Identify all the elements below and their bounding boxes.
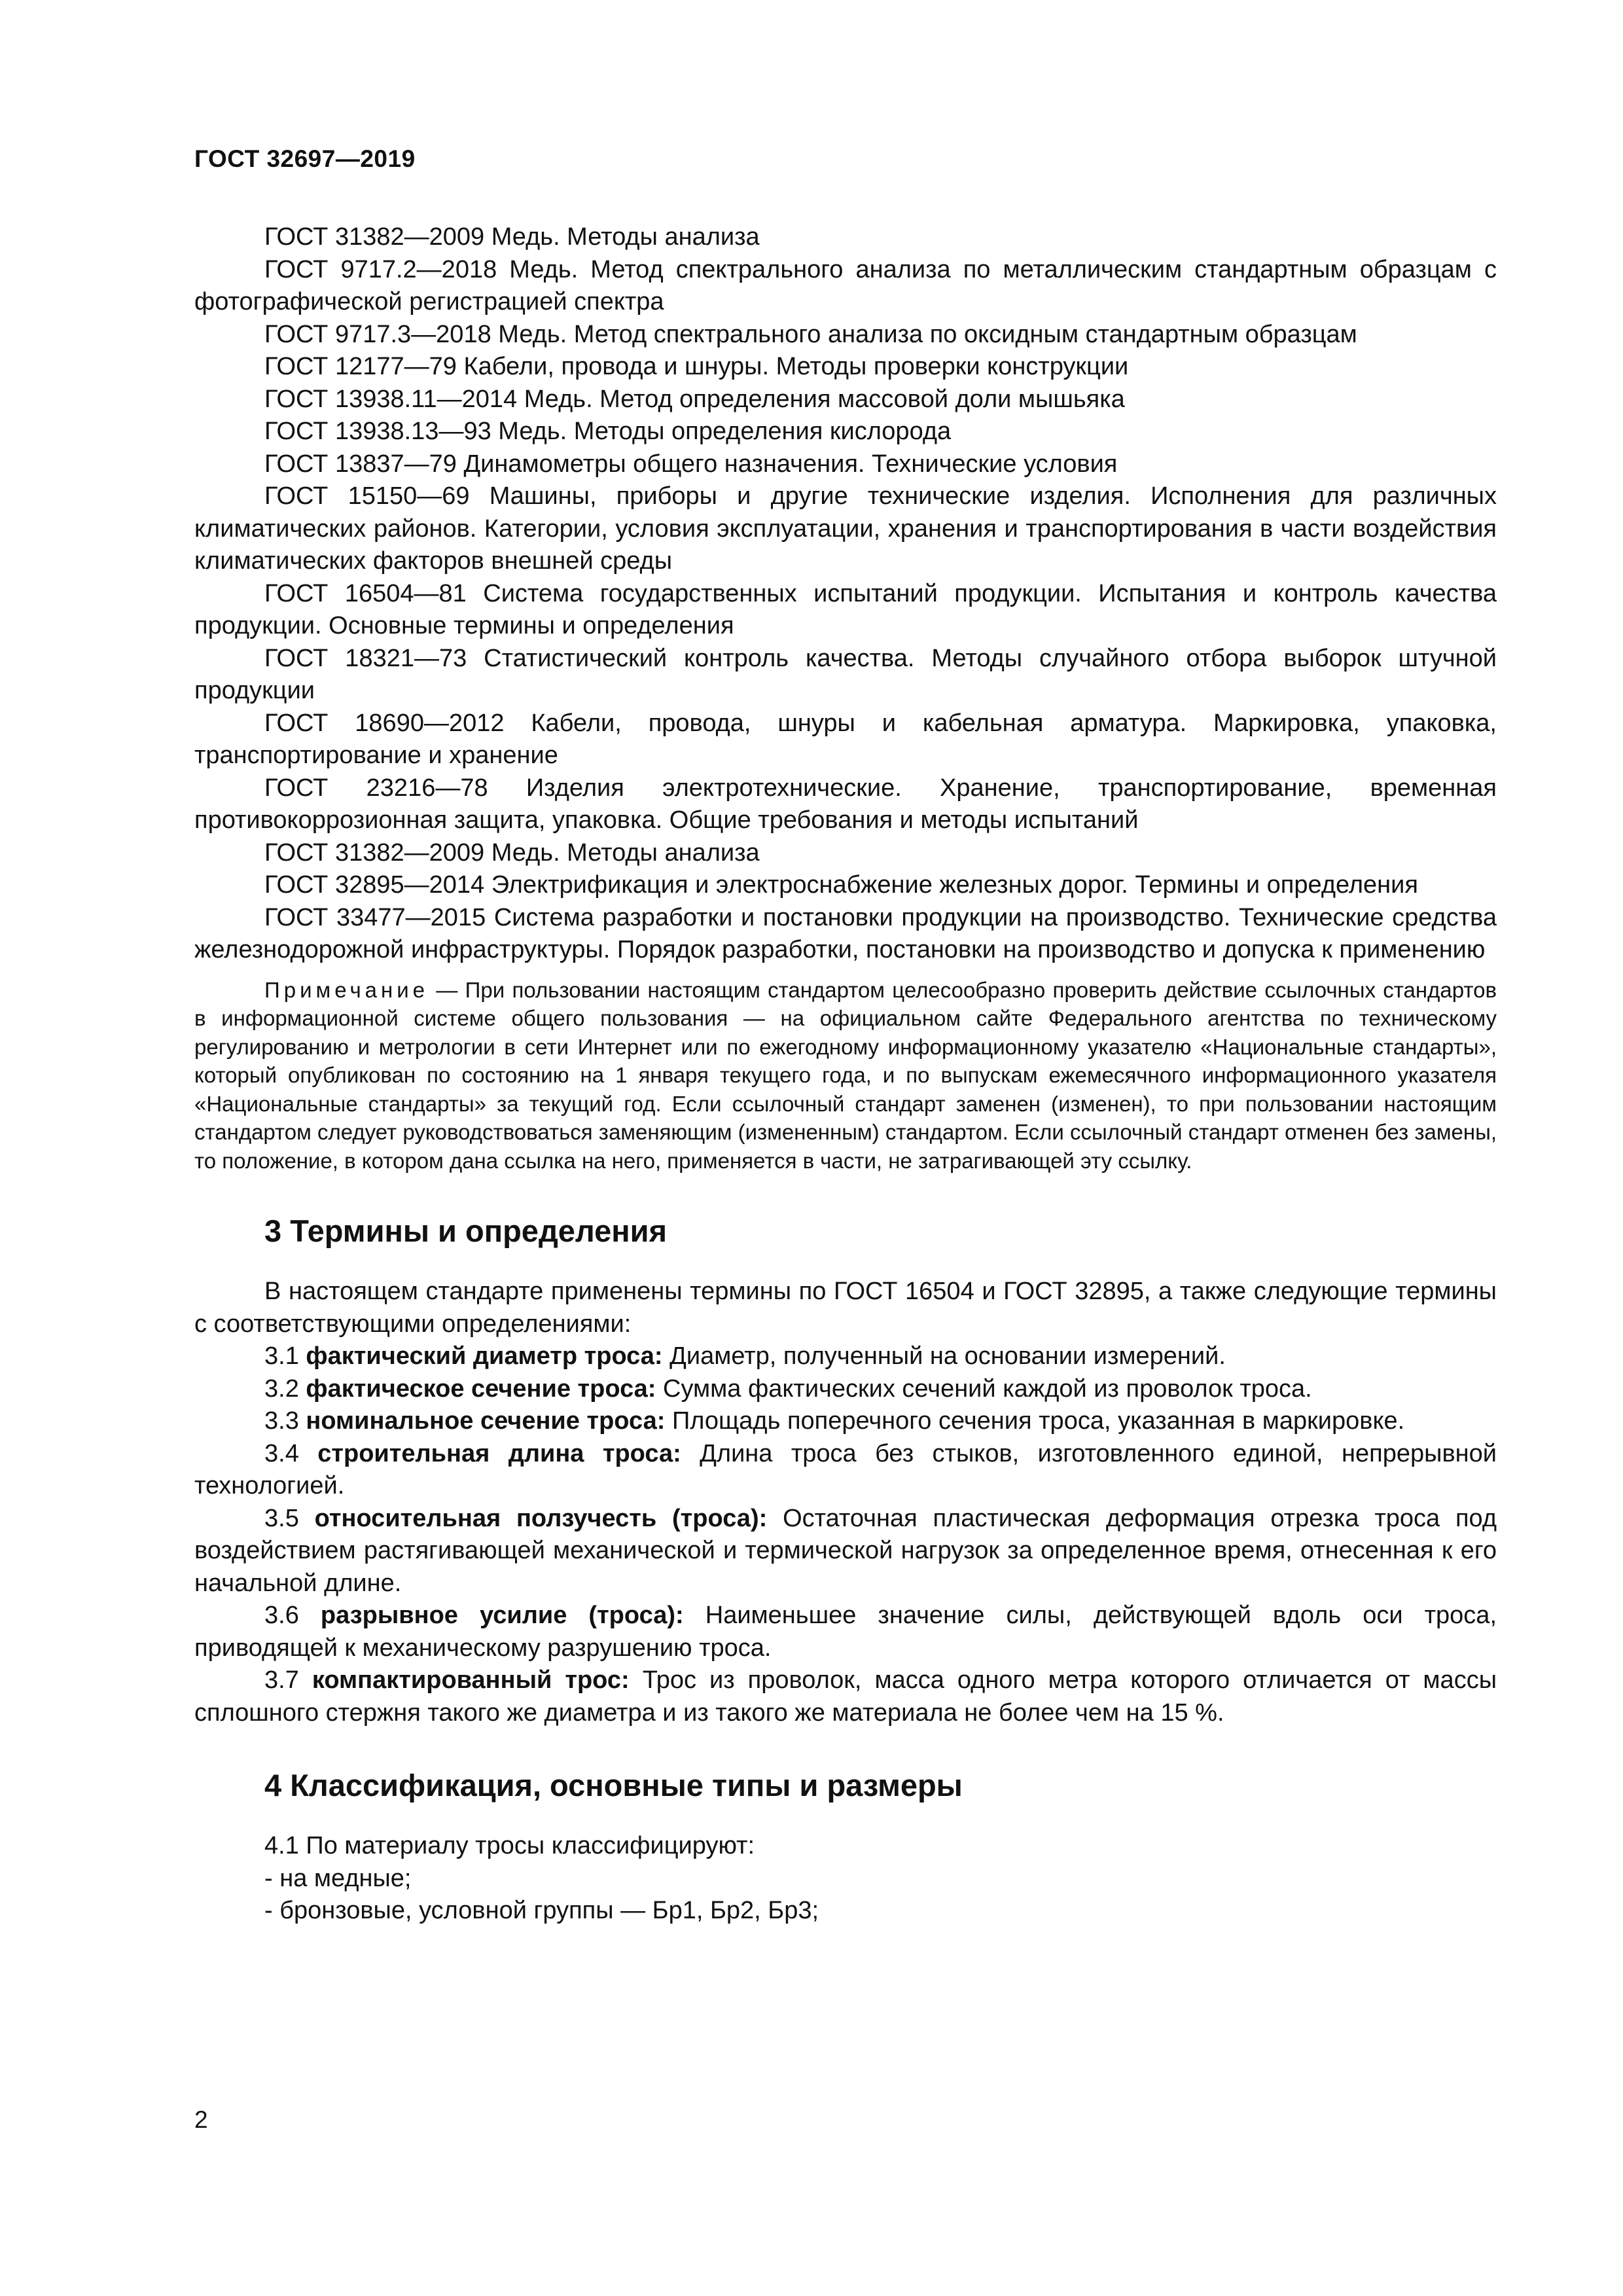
term-name: разрывное усилие (троса):	[320, 1602, 684, 1629]
reference-item: ГОСТ 9717.3—2018 Медь. Метод спектрального анализа по оксидным стандартным образцам	[264, 320, 1357, 348]
term-name: фактическое сечение троса:	[306, 1374, 656, 1403]
reference-item: ГОСТ 16504—81 Система государственных испытаний продукции. Испытания и контроль качества продукции. Основные термины и определения	[194, 579, 1497, 639]
term-text: Диаметр, полученный на основании измерений.	[669, 1342, 1226, 1370]
reference-item: ГОСТ 18321—73 Статистический контроль качества. Методы случайного отбора выборок штучной продукции	[194, 644, 1497, 704]
section-4-paragraph: 4.1 По материалу тросы классифицируют:	[264, 1832, 755, 1859]
reference-item: ГОСТ 13837—79 Динамометры общего назначения. Технические условия	[264, 450, 1118, 478]
term-definition	[194, 1438, 1497, 1503]
term-definition	[194, 1405, 1497, 1438]
reference-item: ГОСТ 18690—2012 Кабели, провода, шнуры и кабельная арматура. Маркировка, упаковка, транспортирование и хранение	[194, 709, 1497, 769]
section-3-title: 3 Термины и определения	[264, 1213, 667, 1248]
reference-item: ГОСТ 12177—79 Кабели, провода и шнуры. Методы проверки конструкции	[264, 353, 1129, 380]
note-block	[194, 976, 1497, 1175]
term-text: Наименьшее значение силы, действующей вдоль оси троса, приводящей к механическому разрушению троса.	[194, 1602, 1497, 1662]
note-label: Примечание	[264, 977, 429, 1002]
reference-item: ГОСТ 31382—2009 Медь. Методы анализа	[264, 838, 760, 867]
term-definition	[194, 1664, 1497, 1729]
list-item: - бронзовые, условной группы — Бр1, Бр2, Бр3;	[264, 1897, 819, 1924]
term-name: относительная ползучесть (троса):	[314, 1504, 768, 1532]
term-definition	[194, 1340, 1497, 1373]
term-definition	[194, 1503, 1497, 1600]
reference-item: ГОСТ 15150—69 Машины, приборы и другие технические изделия. Исполнения для различных климатических районов. Категории, условия эксплуатации, хранения и транспортирования в части воздействия климатических факторов внешней среды	[194, 482, 1497, 575]
term-number: 3.5	[264, 1504, 299, 1532]
reference-item: ГОСТ 33477—2015 Система разработки и постановки продукции на производство. Технические средства железнодорожной инфраструктуры. Порядок разработки, постановки на производство и допуска к применению	[194, 903, 1497, 963]
list-item: - на медные;	[264, 1864, 412, 1892]
term-text: Длина троса без стыков, изготовленного единой, непрерывной технологией.	[194, 1439, 1497, 1499]
term-number: 3.6	[264, 1602, 299, 1629]
term-name: компактированный трос:	[312, 1666, 630, 1694]
term-name: номинальное сечение троса:	[306, 1407, 666, 1435]
term-name: фактический диаметр троса:	[306, 1342, 663, 1370]
term-definition	[194, 1373, 1497, 1406]
document-header: ГОСТ 32697—2019	[194, 145, 416, 172]
term-number: 3.3	[264, 1407, 299, 1435]
term-text: Площадь поперечного сечения троса, указанная в маркировке.	[671, 1407, 1405, 1435]
section-4-title: 4 Классификация, основные типы и размеры	[264, 1768, 963, 1803]
term-definition	[194, 1600, 1497, 1664]
reference-item: ГОСТ 13938.11—2014 Медь. Метод определения массовой доли мышьяка	[264, 385, 1125, 413]
reference-item: ГОСТ 13938.13—93 Медь. Методы определения кислорода	[264, 418, 952, 445]
term-number: 3.2	[264, 1374, 299, 1403]
term-number: 3.7	[264, 1666, 299, 1694]
term-text: Трос из проволок, масса одного метра которого отличается от массы сплошного стержня такого же диаметра и из такого же материала не более чем на 15 %.	[194, 1666, 1497, 1727]
page-number: 2	[194, 2106, 208, 2133]
reference-item: ГОСТ 9717.2—2018 Медь. Метод спектрального анализа по металлическим стандартным образцам с фотографической регистрацией спектра	[194, 255, 1497, 315]
term-text: Сумма фактических сечений каждой из проволок троса.	[663, 1374, 1312, 1403]
term-text: Остаточная пластическая деформация отрезка троса под воздействием растягивающей механической и термической нагрузок за определенное время, отнесенная к его начальной длине.	[194, 1504, 1497, 1597]
section-3-intro: В настоящем стандарте применены термины по ГОСТ 16504 и ГОСТ 32895, а также следующие термины с соответствующими определениями:	[194, 1278, 1497, 1338]
note-text: — При пользовании настоящим стандартом целесообразно проверить действие ссылочных стандартов в информационной системе общего пользования — на официальном сайте Федерального агентства по техническому регулированию и метрологии в сети Интернет или по ежегодному информационному указателю «Национальные стандарты», который опубликован по состоянию на 1 января текущего года, и по выпускам ежемесячного информационного указателя «Национальные стандарты» за текущий год. Если ссылочный стандарт заменен (изменен), то при пользовании настоящим стандартом следует руководствоваться заменяющим (измененным) стандартом. Если ссылочный стандарт отменен без замены, то положение, в котором дана ссылка на него, применяется в части, не затрагивающей эту ссылку.	[194, 977, 1497, 1173]
reference-item: ГОСТ 31382—2009 Медь. Методы анализа	[264, 223, 760, 251]
term-name: строительная длина троса:	[317, 1439, 681, 1467]
term-number: 3.4	[264, 1439, 299, 1467]
reference-item: ГОСТ 23216—78 Изделия электротехнические. Хранение, транспортирование, временная противокоррозионная защита, упаковка. Общие требования и методы испытаний	[194, 774, 1497, 834]
reference-item: ГОСТ 32895—2014 Электрификация и электроснабжение железных дорог. Термины и определения	[264, 871, 1418, 899]
term-number: 3.1	[264, 1342, 299, 1370]
document-body	[194, 221, 1497, 1928]
